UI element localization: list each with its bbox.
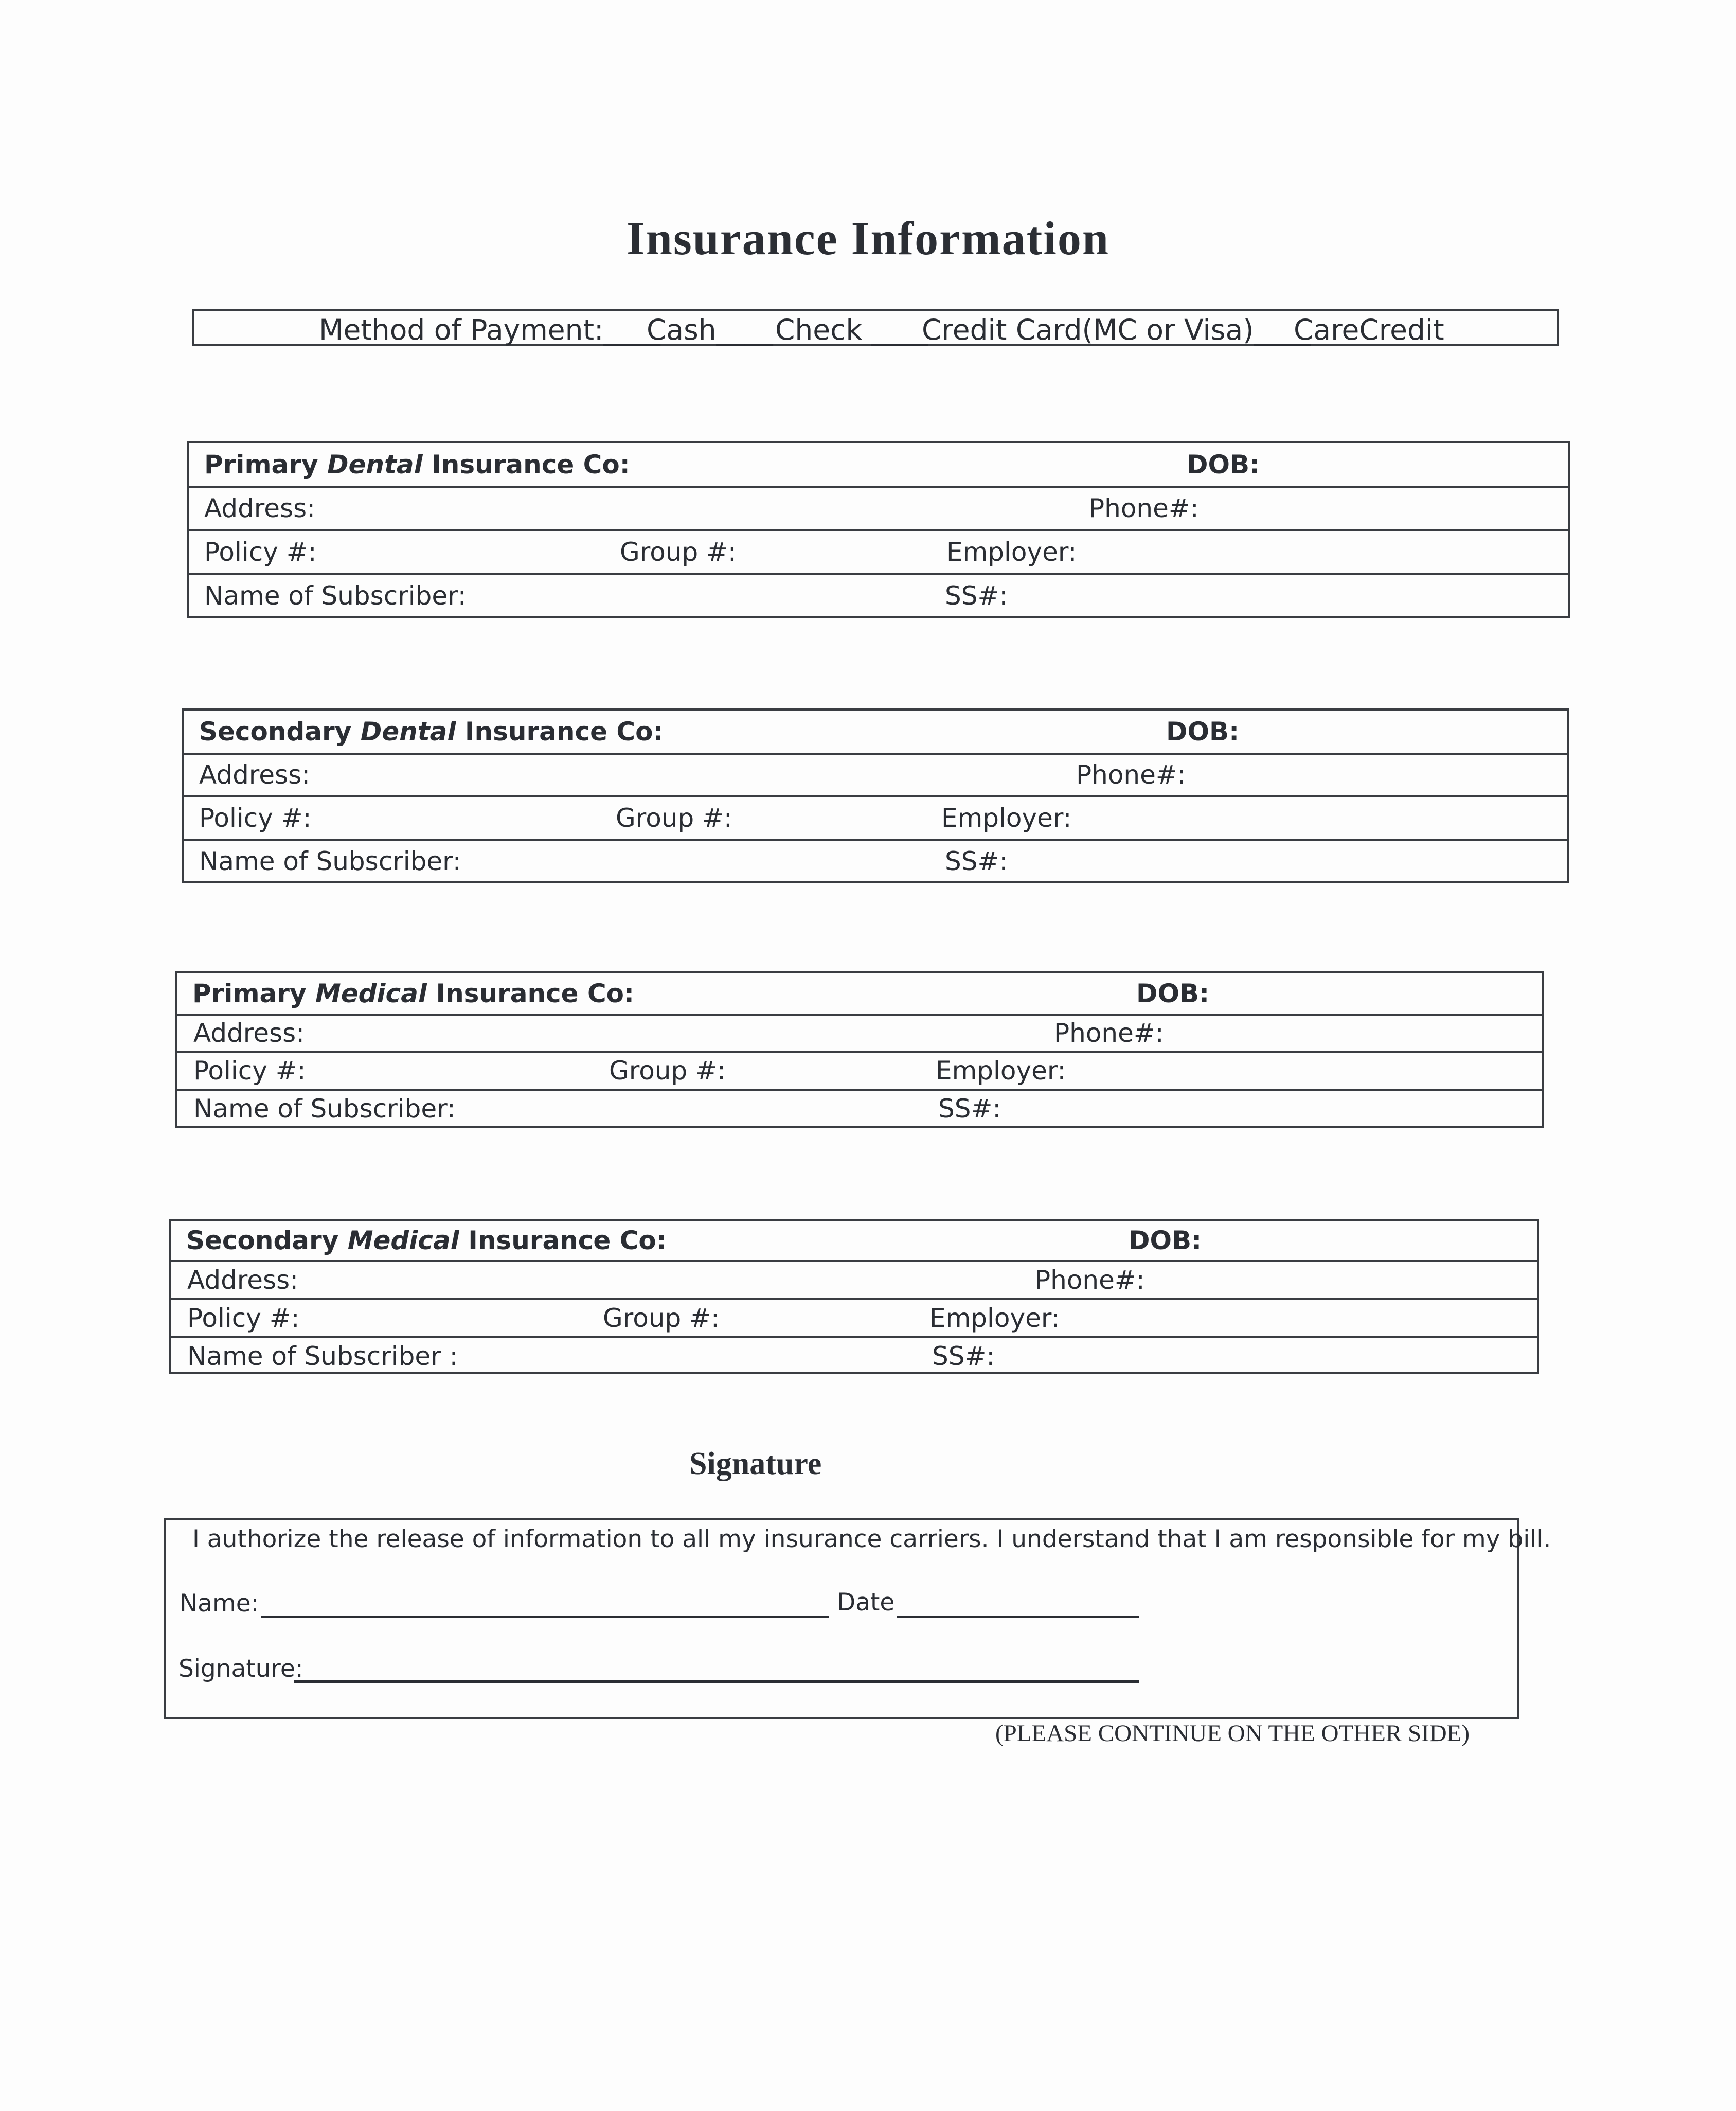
phone-field[interactable]: Phone#: [1089,493,1199,523]
ss-field[interactable]: SS#: [932,1341,995,1371]
date-input-line[interactable] [897,1616,1139,1618]
policy-row [184,797,1567,841]
ss-field[interactable]: SS#: [938,1093,1001,1124]
dob-field[interactable]: DOB: [1166,717,1240,747]
payment-method-box [192,309,1559,346]
primary-dental-table [187,441,1570,618]
section-kind: Medical [347,1226,459,1255]
group-field[interactable]: Group #: [620,537,737,567]
table-header-row [184,711,1567,755]
subscriber-row [184,841,1567,881]
section-title: Secondary Medical Insurance Co: [186,1226,667,1255]
section-title: Primary Medical Insurance Co: [192,979,635,1008]
address-field[interactable]: Address: [204,493,315,523]
group-field[interactable]: Group #: [609,1056,726,1086]
page-title: Insurance Information [626,212,1110,264]
name-label: Name: [180,1589,259,1618]
ss-field[interactable]: SS#: [945,846,1008,876]
group-field[interactable]: Group #: [603,1303,720,1333]
section-kind: Dental [360,717,456,747]
employer-field[interactable]: Employer: [936,1056,1066,1086]
name-input-line[interactable] [261,1616,829,1618]
table-header-row [189,443,1568,488]
address-row [189,488,1568,531]
section-title: Secondary Dental Insurance Co: [199,717,664,747]
policy-row [189,531,1568,575]
secondary-dental-table [182,708,1569,883]
date-label: Date [837,1588,895,1617]
employer-field[interactable]: Employer: [946,537,1077,567]
phone-field[interactable]: Phone#: [1035,1265,1145,1295]
subscriber-row [171,1338,1537,1374]
policy-field[interactable]: Policy #: [187,1303,300,1333]
secondary-medical-table [169,1219,1539,1374]
signature-label: Signature: [178,1655,303,1683]
table-header-row [177,973,1542,1016]
payment-option-cash[interactable]: Cash____ [647,313,773,346]
employer-field[interactable]: Employer: [941,803,1072,833]
address-field[interactable]: Address: [193,1018,305,1048]
address-row [184,755,1567,797]
payment-label: Method of Payment:____ [319,313,660,346]
continue-note: (PLEASE CONTINUE ON THE OTHER SIDE) [995,1720,1470,1747]
subscriber-name-field[interactable]: Name of Subscriber: [204,581,467,611]
primary-medical-table [175,971,1544,1128]
dob-field[interactable]: DOB: [1187,449,1260,480]
subscriber-row [177,1091,1542,1126]
section-kind: Dental [327,449,423,480]
signature-box [164,1518,1551,1719]
policy-field[interactable]: Policy #: [193,1056,306,1086]
phone-field[interactable]: Phone#: [1076,760,1186,790]
authorization-text: I authorize the release of information to all my insurance carriers. I understand that I am responsible for my bill. [192,1525,1551,1553]
signature-heading: Signature [689,1446,822,1481]
group-field[interactable]: Group #: [616,803,732,833]
subscriber-name-field[interactable]: Name of Subscriber: [199,846,461,876]
payment-option-carecredit[interactable]: CareCredit [1294,313,1444,346]
policy-row [177,1053,1542,1091]
subscriber-row [189,575,1568,616]
table-header-row [171,1221,1537,1262]
ss-field[interactable]: SS#: [945,581,1008,611]
address-row [177,1016,1542,1053]
address-row [171,1262,1537,1300]
dob-field[interactable]: DOB: [1129,1226,1202,1255]
employer-field[interactable]: Employer: [929,1303,1060,1333]
address-field[interactable]: Address: [187,1265,298,1295]
policy-field[interactable]: Policy #: [199,803,312,833]
section-title: Primary Dental Insurance Co: [204,449,630,480]
policy-field[interactable]: Policy #: [204,537,317,567]
phone-field[interactable]: Phone#: [1054,1018,1164,1048]
subscriber-name-field[interactable]: Name of Subscriber: [193,1093,456,1124]
policy-row [171,1300,1537,1338]
section-kind: Medical [315,979,427,1008]
dob-field[interactable]: DOB: [1136,979,1210,1008]
payment-option-credit-card[interactable]: Credit Card(MC or Visa)____ [922,313,1311,346]
payment-option-check[interactable]: Check ____ [775,313,928,346]
signature-input-line[interactable] [294,1680,1139,1683]
subscriber-name-field[interactable]: Name of Subscriber : [187,1341,458,1371]
address-field[interactable]: Address: [199,760,310,790]
